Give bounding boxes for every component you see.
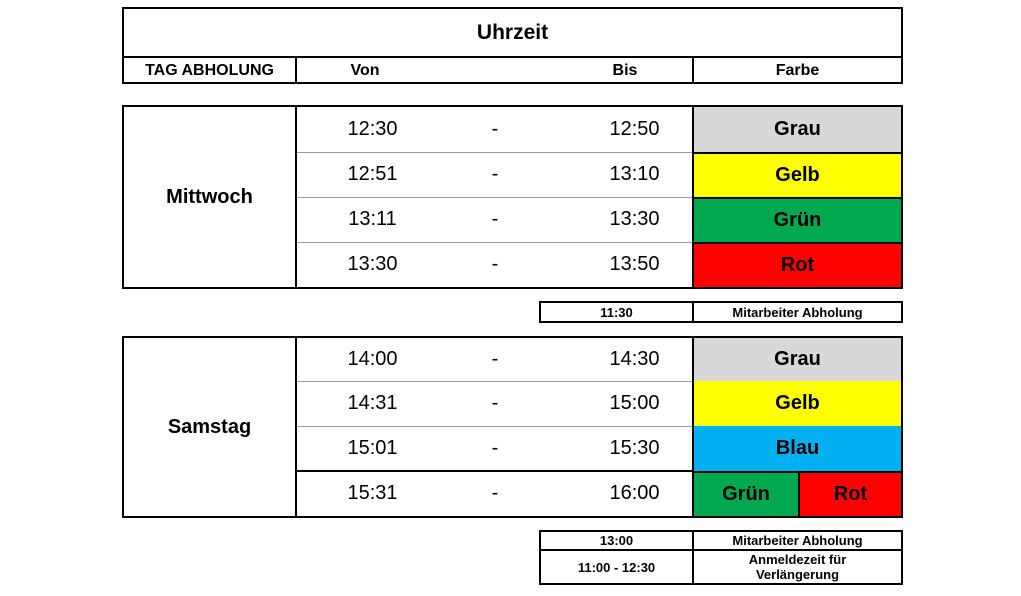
color-cell: Grau — [694, 107, 901, 152]
time-separator: - — [491, 482, 499, 504]
column-header-day: TAG ABHOLUNG — [145, 61, 274, 79]
time-from: 12:51 — [347, 163, 398, 185]
time-separator: - — [491, 163, 499, 185]
color-cell: Grün — [694, 197, 901, 242]
time-to: 14:30 — [609, 348, 660, 370]
header-col-divider — [295, 58, 297, 83]
time-from: 13:11 — [348, 208, 397, 230]
time-to: 13:50 — [609, 253, 660, 275]
time-to: 15:00 — [609, 392, 660, 414]
staff-pickup-time: 13:00 — [599, 533, 634, 548]
time-to: 13:10 — [609, 163, 660, 185]
column-header-color: Farbe — [775, 61, 820, 79]
extension-label: Anmeldezeit für Verlängerung — [748, 552, 847, 582]
staff-pickup-time: 11:30 — [600, 304, 633, 320]
day-col-divider — [295, 338, 297, 516]
time-from: 15:31 — [347, 482, 398, 504]
time-to: 16:00 — [609, 482, 660, 504]
time-separator: - — [491, 118, 499, 140]
time-separator: - — [491, 208, 499, 230]
color-cell: Gelb — [694, 381, 901, 426]
color-cell: Grün — [694, 471, 798, 516]
color-cell: Blau — [694, 426, 901, 471]
extension-time: 11:00 - 12:30 — [577, 559, 656, 575]
column-header-to: Bis — [612, 61, 638, 79]
color-cell: Grau — [694, 338, 901, 381]
time-separator: - — [491, 253, 499, 275]
day-label-saturday: Samstag — [167, 415, 252, 438]
time-from: 15:01 — [347, 437, 398, 459]
time-separator: - — [491, 392, 499, 414]
staff-pickup-label: Mitarbeiter Abholung — [732, 304, 863, 320]
color-cell: Rot — [694, 242, 901, 287]
time-to: 15:30 — [609, 437, 660, 459]
column-header-from: Von — [350, 61, 380, 79]
color-col-divider — [692, 107, 694, 287]
time-separator: - — [491, 348, 499, 370]
color-cell: Gelb — [694, 152, 901, 197]
time-from: 14:31 — [347, 392, 398, 414]
color-col-divider — [692, 338, 694, 516]
time-to: 12:50 — [609, 118, 660, 140]
staff-pickup-label: Mitarbeiter Abholung — [732, 533, 863, 548]
time-from: 14:00 — [347, 348, 398, 370]
time-from: 12:30 — [347, 118, 398, 140]
time-separator: - — [491, 437, 499, 459]
color-cell: Rot — [798, 471, 901, 516]
table-title: Uhrzeit — [476, 20, 549, 44]
time-from: 13:30 — [347, 253, 398, 275]
day-label-wednesday: Mittwoch — [166, 185, 253, 208]
time-to: 13:30 — [609, 208, 660, 230]
